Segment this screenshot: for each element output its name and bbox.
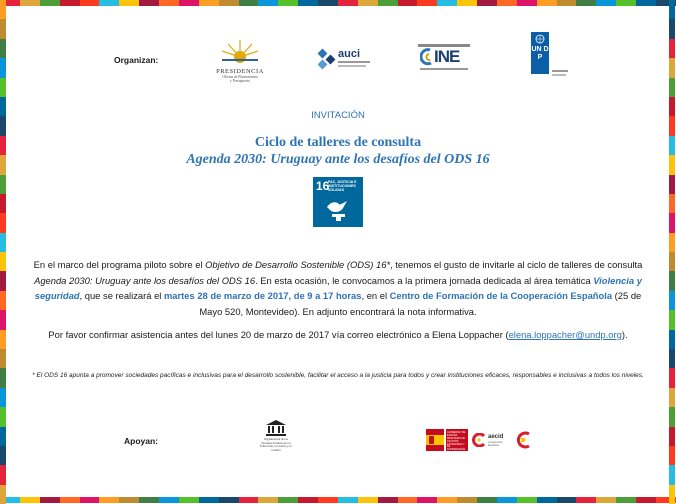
undp-caption-line	[552, 70, 568, 72]
sdg-border-segment	[378, 0, 398, 6]
sdg-border-segment	[557, 0, 577, 6]
sdg-border-segment	[576, 497, 596, 503]
sdg-border-top	[0, 0, 676, 6]
presidencia-logo	[212, 37, 268, 87]
p1-c: , tenemos el gusto de invitarle al ciclo de talleres de consulta	[390, 259, 643, 270]
sdg-border-segment	[179, 0, 199, 6]
sdg-border-segment	[0, 19, 6, 38]
sdg-border-segment	[80, 0, 100, 6]
rsvp-paragraph	[22, 327, 654, 343]
sdg-border-segment	[219, 0, 239, 6]
auci-logo	[318, 46, 374, 72]
gobierno-espana-logo	[426, 429, 468, 451]
sdg-border-segment	[669, 0, 675, 19]
sdg-border-segment	[0, 58, 6, 77]
ine-logo	[418, 44, 470, 72]
p1-i: , en el	[361, 290, 390, 301]
sdg-border-segment	[99, 497, 119, 503]
aecid-c-icon	[472, 433, 486, 447]
sdg-border-segment	[616, 0, 636, 6]
sdg-border-segment	[0, 427, 6, 446]
sdg-border-segment	[596, 0, 616, 6]
sdg16-badge	[313, 177, 363, 227]
sdg-border-segment	[497, 0, 517, 6]
sdg16-number: 16	[316, 179, 330, 193]
sdg-border-segment	[669, 213, 675, 232]
unesco-logo	[262, 418, 290, 460]
title-line2: Agenda 2030: Uruguay ante los desafíos del ODS 16	[186, 152, 490, 167]
ine-swirl-icon	[420, 48, 434, 66]
p1-h: martes 28 de marzo de 2017, de 9 a 17 horas	[163, 290, 362, 301]
sdg-border-segment	[616, 497, 636, 503]
sdg-border-segment	[0, 310, 6, 329]
cooperacion-c-icon	[517, 431, 531, 449]
sdg-border-segment	[20, 497, 40, 503]
sdg-border-segment	[139, 497, 159, 503]
p1-j: Centro de Formación de la Cooperación Española	[389, 290, 613, 301]
sdg-border-segment	[0, 465, 6, 484]
sdg-border-segment	[239, 497, 259, 503]
presidencia-sub1: Oficina de Planeamiento	[222, 75, 258, 79]
sdg-border-segment	[119, 497, 139, 503]
sdg-border-segment	[669, 388, 675, 407]
sdg-border-segment	[517, 0, 537, 6]
sdg-border-segment	[99, 0, 119, 6]
sdg-border-segment	[0, 194, 6, 213]
sdg-border-segment	[537, 0, 557, 6]
sdg-border-segment	[669, 427, 675, 446]
sdg-border-segment	[318, 497, 338, 503]
unesco-temple-icon	[266, 420, 286, 436]
sdg-border-segment	[338, 497, 358, 503]
sdg-border-segment	[60, 0, 80, 6]
aecid-logo	[472, 429, 512, 451]
sdg-border-segment	[278, 0, 298, 6]
sdg-border-segment	[398, 0, 418, 6]
auci-mark-icon	[318, 48, 336, 70]
sdg-border-right	[669, 0, 675, 504]
sdg-border-segment	[0, 175, 6, 194]
sdg-border-segment	[80, 497, 100, 503]
sdg-border-segment	[239, 0, 259, 6]
sdg-border-segment	[417, 497, 437, 503]
sdg-border-segment	[477, 497, 497, 503]
sdg-border-segment	[0, 368, 6, 387]
sdg-border-segment	[669, 194, 675, 213]
sdg-border-segment	[219, 497, 239, 503]
sdg-border-segment	[358, 0, 378, 6]
ine-text: INE	[434, 47, 460, 66]
sdg-border-segment	[0, 349, 6, 368]
sdg-border-segment	[0, 213, 6, 232]
sdg-border-segment	[477, 0, 497, 6]
sdg-border-segment	[199, 0, 219, 6]
sdg-border-segment	[0, 291, 6, 310]
sdg-border-segment	[669, 368, 675, 387]
sdg-border-segment	[358, 497, 378, 503]
sdg-border-segment	[398, 497, 418, 503]
undp-caption-line	[552, 74, 566, 76]
apoyan-label: Apoyan:	[124, 436, 158, 446]
sdg-border-segment	[669, 407, 675, 426]
title-line1: Ciclo de talleres de consulta	[254, 135, 422, 150]
p2-b: ).	[621, 329, 628, 340]
sdg-border-segment	[0, 330, 6, 349]
p1-a: En el marco del programa piloto sobre el	[33, 259, 206, 270]
sdg-border-segment	[669, 349, 675, 368]
auci-text: auci	[338, 48, 361, 60]
sdg-border-segment	[0, 407, 6, 426]
sdg-border-segment	[60, 497, 80, 503]
sdg-border-segment	[0, 271, 6, 290]
p1-d: Agenda 2030: Uruguay ante los desafíos del ODS 16	[34, 274, 256, 286]
p1-g: , que se realizará el	[79, 290, 164, 301]
spain-shield-icon	[429, 436, 434, 444]
aecid-text: aecid	[488, 434, 504, 440]
sdg-border-segment	[258, 0, 278, 6]
sdg-border-segment	[636, 0, 656, 6]
sdg-border-segment	[119, 0, 139, 6]
sdg-border-segment	[557, 497, 577, 503]
sdg-border-segment	[298, 0, 318, 6]
sdg-border-segment	[0, 446, 6, 465]
auci-caption-line	[338, 65, 366, 67]
sun-emblem-icon	[212, 37, 268, 63]
sdg-border-segment	[338, 0, 358, 6]
sdg-border-segment	[179, 497, 199, 503]
sdg-border-segment	[669, 19, 675, 38]
sdg-border-segment	[258, 497, 278, 503]
ine-caption-line	[420, 68, 468, 70]
sdg-border-segment	[669, 465, 675, 484]
sdg-border-segment	[669, 233, 675, 252]
sdg-border-segment	[457, 0, 477, 6]
sdg-border-segment	[159, 0, 179, 6]
sdg-border-segment	[0, 39, 6, 58]
sdg-border-segment	[669, 252, 675, 271]
sdg-border-segment	[669, 310, 675, 329]
aecid-sub: Cooperación Española	[488, 441, 503, 447]
sdg-border-segment	[669, 330, 675, 349]
sdg-border-segment	[669, 78, 675, 97]
dove-gavel-icon	[323, 197, 353, 223]
undp-text: UN DP	[531, 46, 549, 61]
sdg-border-segment	[669, 291, 675, 310]
sdg-border-segment	[40, 0, 60, 6]
sdg-border-segment	[497, 497, 517, 503]
sdg-border-segment	[318, 0, 338, 6]
sdg-border-segment	[669, 58, 675, 77]
sdg-border-segment	[576, 0, 596, 6]
sdg-border-segment	[517, 497, 537, 503]
sdg-border-segment	[159, 497, 179, 503]
invitation-label: INVITACIÓN	[311, 110, 365, 121]
sdg-border-segment	[537, 497, 557, 503]
sdg-border-bottom	[0, 497, 676, 503]
gobierno-text: GOBIERNO DE ESPAÑA	[447, 431, 466, 437]
p1-f: Violencia y seguridad	[34, 274, 642, 301]
body-paragraph	[22, 257, 654, 319]
sdg-border-segment	[0, 233, 6, 252]
auci-caption-line	[338, 61, 370, 63]
sdg-border-segment	[0, 485, 6, 504]
sdg-border-segment	[0, 388, 6, 407]
sdg-border-segment	[636, 497, 656, 503]
sdg-border-segment	[669, 175, 675, 194]
sdg16-label: PAZ, JUSTICIA E INSTITUCIONES SÓLIDAS	[328, 180, 357, 192]
presidencia-sub2: y Presupuesto	[229, 79, 251, 83]
sdg-border-segment	[278, 497, 298, 503]
unesco-caption: Organización de las Naciones Unidas para la Educación, la Ciencia y la Cultura	[260, 437, 292, 452]
sdg-border-segment	[437, 497, 457, 503]
sdg-border-segment	[669, 39, 675, 58]
sdg-border-left	[0, 0, 6, 504]
sdg-border-segment	[437, 0, 457, 6]
sdg-border-segment	[0, 78, 6, 97]
organizan-label: Organizan:	[114, 55, 159, 65]
sdg-border-segment	[457, 497, 477, 503]
sdg-border-segment	[298, 497, 318, 503]
sdg-border-segment	[669, 446, 675, 465]
un-emblem-icon	[533, 34, 547, 44]
sdg-border-segment	[378, 497, 398, 503]
sdg-border-segment	[40, 497, 60, 503]
undp-logo	[531, 32, 549, 74]
p1-k: (25 de Mayo 520, Montevideo). En adjunto encontrará la nota informativa.	[199, 290, 642, 317]
sdg-border-segment	[669, 271, 675, 290]
sdg-border-segment	[596, 497, 616, 503]
p2-a: Por favor confirmar asistencia antes del lunes 20 de marzo de 2017 vía correo electrónico a Elena Loppacher (	[48, 329, 509, 340]
presidencia-text: PRESIDENCIA	[216, 68, 264, 75]
sdg-border-segment	[669, 485, 675, 504]
sdg-border-segment	[417, 0, 437, 6]
email-link[interactable]: elena.loppacher@undp.org	[508, 329, 622, 340]
cooperacion-logo	[517, 429, 531, 451]
sdg-border-segment	[20, 0, 40, 6]
p1-b: Objetivo de Desarrollo Sostenible (ODS) 16*	[205, 259, 391, 270]
sdg-border-segment	[139, 0, 159, 6]
sdg-border-segment	[0, 252, 6, 271]
sdg-border-segment	[0, 0, 6, 19]
ministerio-text: MINISTERIO DE ASUNTOS EXTERIORES Y DE COOPERACIÓN	[447, 437, 465, 452]
sdg-border-segment	[199, 497, 219, 503]
p1-e: . En esta ocasión, le convocamos a la primera jornada dedicada al área temática	[255, 274, 594, 286]
footnote: * El ODS 16 apunta a promover sociedades pacíficas e inclusivas para el desarrollo sostenible, facilitar el acceso a la justicia para todos y crear instituciones eficaces, responsables e inclusivas a todos los niveles.	[32, 372, 644, 379]
